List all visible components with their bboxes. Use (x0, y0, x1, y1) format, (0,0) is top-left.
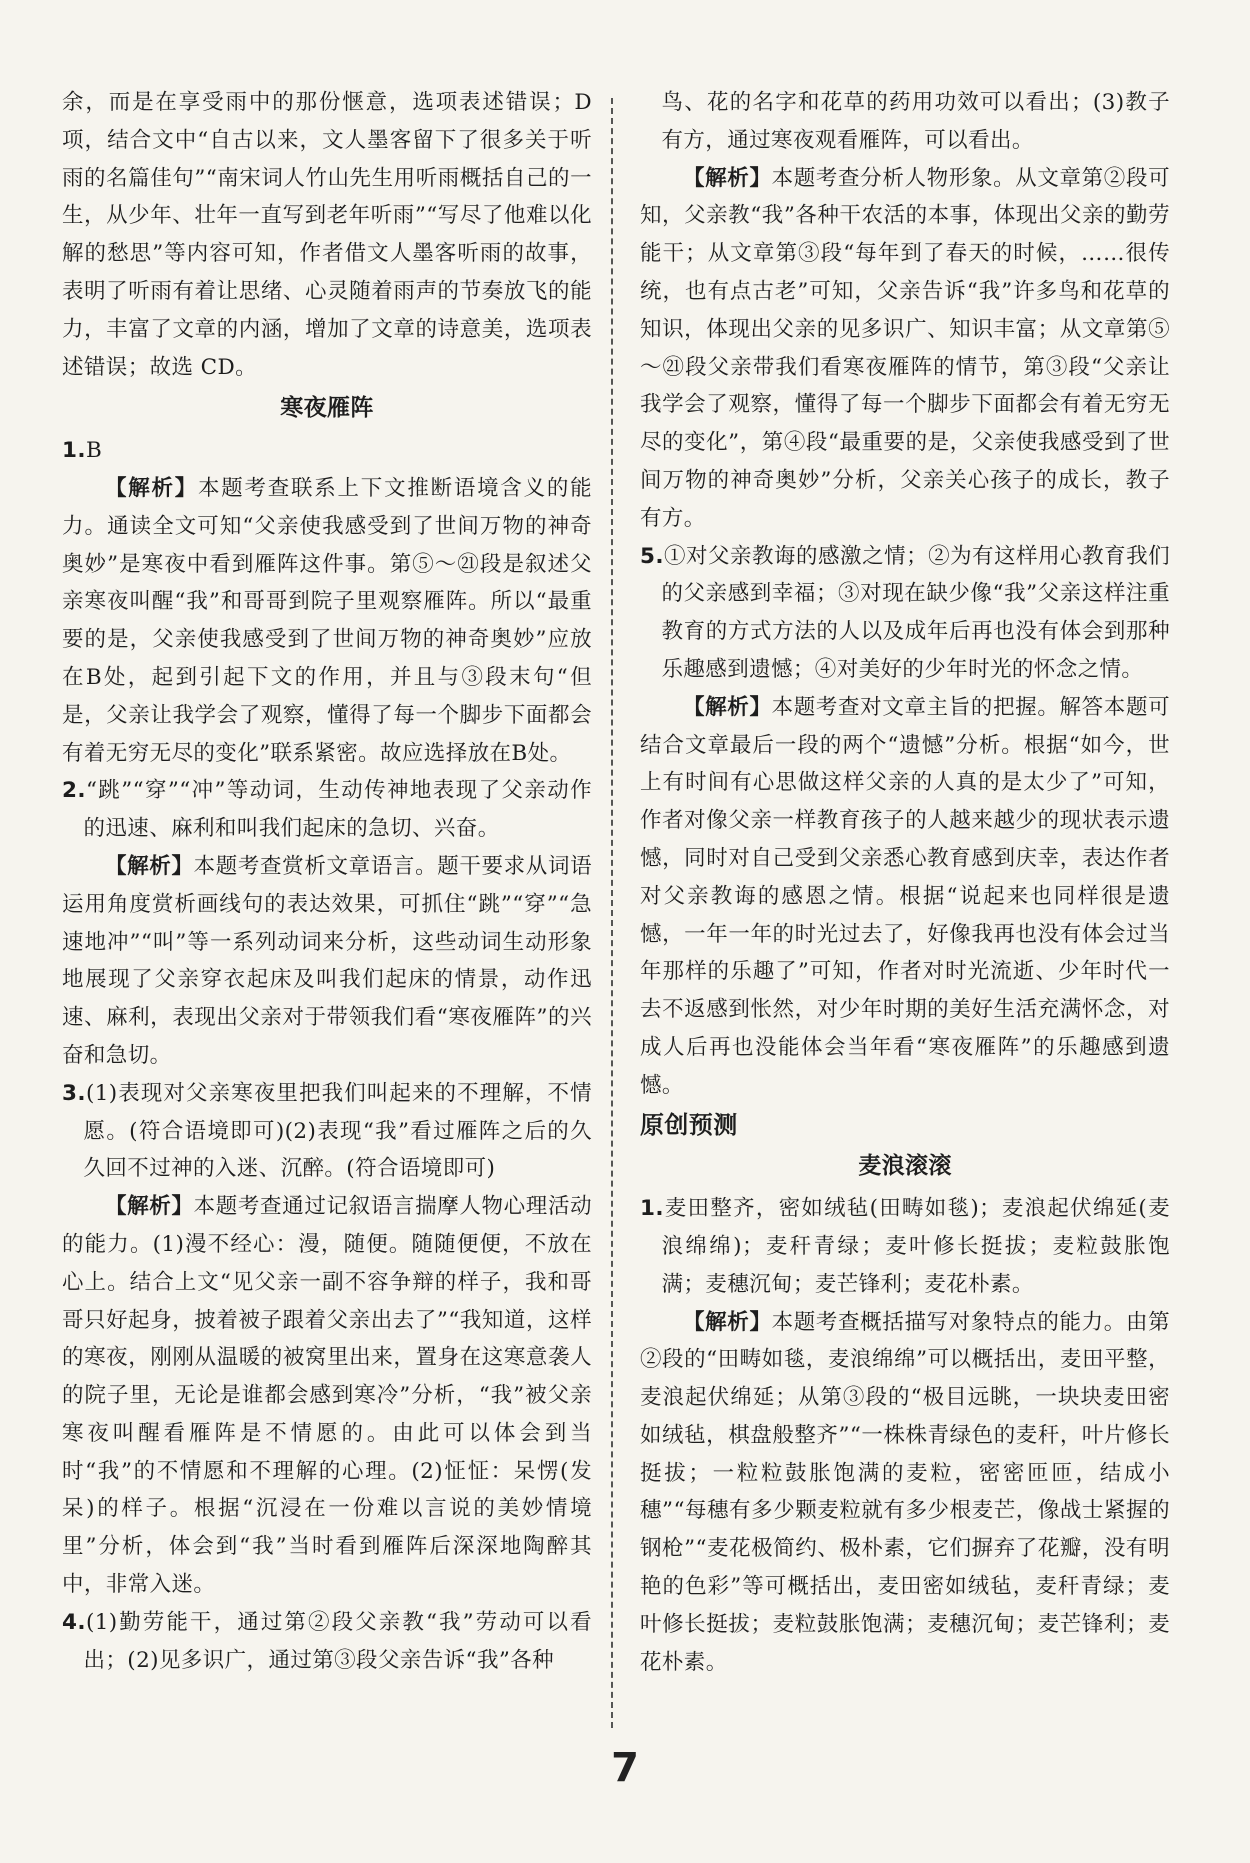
section-title-mailang-gungun: 麦浪滚滚 (858, 1153, 952, 1180)
q4-number: 4. (62, 1609, 86, 1635)
q4-answer-start (62, 1604, 592, 1680)
p1-answer-text: 麦田整齐，密如绒毡(田畴如毯)；麦浪起伏绵延(麦浪绵绵)；麦秆青绿；麦叶修长挺拔；麦粒鼓胀饱满；麦穗沉甸；麦芒锋利；麦花朴素。 (661, 1196, 1170, 1297)
section-heading-original-prediction: 原创预测 (640, 1110, 738, 1139)
q2-answer (62, 772, 592, 848)
q5-number: 5. (640, 543, 664, 569)
q3-answer (62, 1075, 592, 1188)
q2-analysis (62, 848, 592, 1075)
q1-number: 1. (62, 438, 86, 464)
q2-analysis-text: 本题考查赏析文章语言。题干要求从词语运用角度赏析画线句的表达效果，可抓住“跳”“穿”“急速地冲”“叫”等一系列动词来分析，这些动词生动形象地展现了父亲穿衣起床及叫我们起床的情景，动作迅速、麻利，表现出父亲对于带领我们看“寒夜雁阵”的兴奋和急切。 (62, 853, 592, 1068)
right-column (640, 84, 1170, 1681)
q1-answer (62, 432, 592, 470)
q3-number: 3. (62, 1080, 86, 1106)
q4-answer-end: 鸟、花的名字和花草的药用功效可以看出；(3)教子有方，通过寒夜观看雁阵，可以看出。 (661, 90, 1170, 153)
q2-answer-text: “跳”“穿”“冲”等动词，生动传神地表现了父亲动作的迅速、麻利和叫我们起床的急切、兴奋。 (83, 778, 592, 842)
q5-analysis-text: 本题考查对文章主旨的把握。解答本题可结合文章最后一段的两个“遗憾”分析。根据“如今，世上有时间有心思做这样父亲的人真的是太少了”可知，作者对像父亲一样教育孩子的人越来越少的现状表示遗憾，同时对自己受到父亲悉心教育感到庆幸，表达作者对父亲教诲的感恩之情。根据“说起来也同样很是遗憾，一年一年的时光过去了，好像我再也没有体会过当年那样的乐趣了”可知，作者对时光流逝、少年时代一去不返感到怅然，对少年时期的美好生活充满怀念，对成人后再也没能体会当年看“寒夜雁阵”的乐趣感到遗憾。 (640, 694, 1170, 1098)
q4-analysis-tag: 【解析】 (683, 165, 772, 191)
section-title-hanye-yanzhen: 寒夜雁阵 (280, 395, 374, 422)
column-divider (611, 98, 613, 1728)
q4-answer-start-text: (1)勤劳能干，通过第②段父亲教“我”劳动可以看出；(2)见多识广，通过第③段父亲告诉“我”各种 (83, 1609, 592, 1673)
q5-analysis (640, 689, 1170, 1105)
q1-analysis-tag: 【解析】 (105, 475, 199, 501)
q3-analysis-tag: 【解析】 (105, 1194, 194, 1220)
q1-analysis-text: 本题考查联系上下文推断语境含义的能力。通读全文可知“父亲使我感受到了世间万物的神奇奥妙”是寒夜中看到雁阵这件事。第⑤～㉑段是叙述父亲寒夜叫醒“我”和哥哥到院子里观察雁阵。所以“最重要的是，父亲使我感受到了世间万物的神奇奥妙”应放在B处，起到引起下文的作用，并且与③段末句“但是，父亲让我学会了观察，懂得了每一个脚步下面都会有着无穷无尽的变化”联系紧密。故应选择放在B处。 (62, 475, 592, 766)
left-column (62, 84, 592, 1679)
q5-answer (640, 538, 1170, 689)
q4-analysis-text: 本题考查分析人物形象。从文章第②段可知，父亲教“我”各种干农活的本事，体现出父亲的勤劳能干；从文章第③段“每年到了春天的时候，……很传统，也有点古老”可知，父亲告诉“我”许多鸟和花草的知识，体现出父亲的见多识广、知识丰富；从文章第⑤～㉑段父亲带我们看寒夜雁阵的情节，第③段“父亲让我学会了观察，懂得了每一个脚步下面都会有着无穷无尽的变化”，第④段“最重要的是，父亲使我感受到了世间万物的神奇奥妙”分析，父亲关心孩子的成长，教子有方。 (640, 165, 1170, 531)
q3-answer-text: (1)表现对父亲寒夜里把我们叫起来的不理解，不情愿。(符合语境即可)(2)表现“我”看过雁阵之后的久久回不过神的入迷、沉醉。(符合语境即可) (83, 1080, 592, 1182)
p1-analysis (640, 1304, 1170, 1682)
q2-analysis-tag: 【解析】 (105, 853, 194, 879)
q1-analysis (62, 470, 592, 772)
intro-paragraph: 余，而是在享受雨中的那份惬意，选项表述错误；D项，结合文中“自古以来，文人墨客留下了很多关于听雨的名篇佳句”“南宋词人竹山先生用听雨概括自己的一生，从少年、壮年一直写到老年听雨”“写尽了他难以化解的愁思”等内容可知，作者借文人墨客听雨的故事，表明了听雨有着让思绪、心灵随着雨声的节奏放飞的能力，丰富了文章的内涵，增加了文章的诗意美，选项表述错误；故选 CD。 (62, 90, 592, 380)
q4-analysis (640, 160, 1170, 538)
p1-answer (640, 1190, 1170, 1303)
q3-analysis (62, 1188, 592, 1604)
q5-answer-text: ①对父亲教诲的感激之情；②为有这样用心教育我们的父亲感到幸福；③对现在缺少像“我”父亲这样注重教育的方式方法的人以及成年后再也没有体会到那种乐趣感到遗憾；④对美好的少年时光的怀念之情。 (661, 543, 1170, 682)
p1-number: 1. (640, 1196, 664, 1222)
q5-analysis-tag: 【解析】 (683, 694, 772, 720)
q1-answer-text: B (85, 438, 103, 464)
q3-analysis-text: 本题考查通过记叙语言揣摩人物心理活动的能力。(1)漫不经心：漫，随便。随随便便，不放在心上。结合上文“见父亲一副不容争辩的样子，我和哥哥只好起身，披着被子跟着父亲出去了”“我知道，这样的寒夜，刚刚从温暖的被窝里出来，置身在这寒意袭人的院子里，无论是谁都会感到寒冷”分析，“我”被父亲寒夜叫醒看雁阵是不情愿的。由此可以体会到当时“我”的不情愿和不理解的心理。(2)怔怔：呆愣(发呆)的样子。根据“沉浸在一份难以言说的美妙情境里”分析，体会到“我”当时看到雁阵后深深地陶醉其中，非常入迷。 (62, 1194, 592, 1598)
p1-analysis-tag: 【解析】 (683, 1309, 772, 1335)
page-number: 7 (611, 1745, 639, 1791)
p1-analysis-text: 本题考查概括描写对象特点的能力。由第②段的“田畴如毯，麦浪绵绵”可以概括出，麦田平整，麦浪起伏绵延；从第③段的“极目远眺，一块块麦田密如绒毡，棋盘般整齐”“一株株青绿色的麦秆，叶片修长挺拔；一粒粒鼓胀饱满的麦粒，密密匝匝，结成小穗”“每穗有多少颗麦粒就有多少根麦芒，像战士紧握的钢枪”“麦花极简约、极朴素，它们摒弃了花瓣，没有明艳的色彩”等可概括出，麦田密如绒毡，麦秆青绿；麦叶修长挺拔；麦粒鼓胀饱满；麦穗沉甸；麦芒锋利；麦花朴素。 (640, 1309, 1170, 1675)
q2-number: 2. (62, 778, 86, 804)
